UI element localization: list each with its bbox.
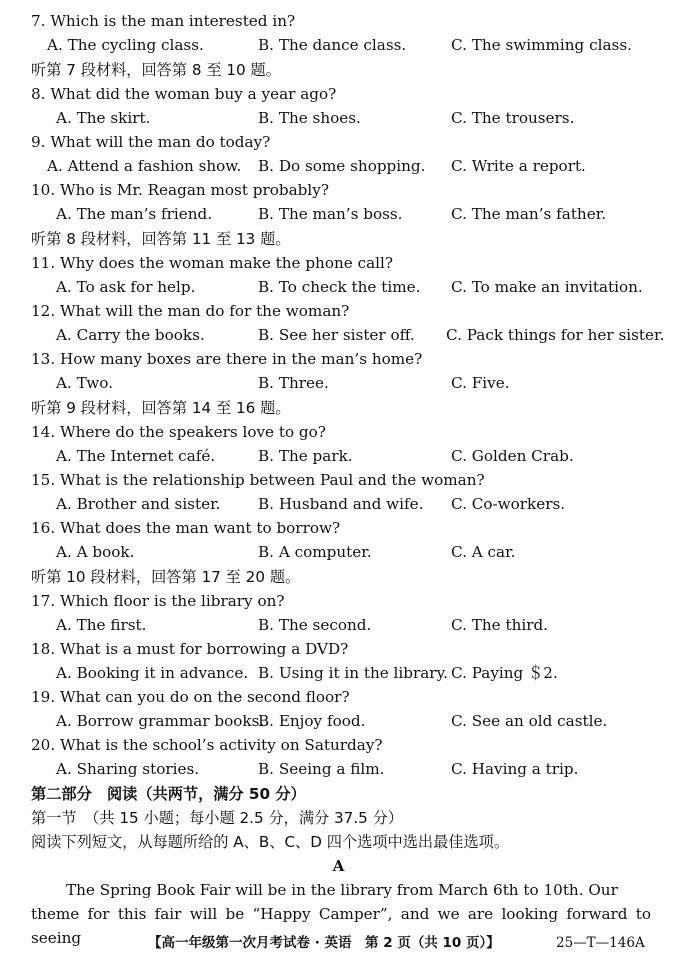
option-b: B. Seeing a film.	[258, 760, 385, 778]
options-13	[0, 371, 677, 395]
question-13	[0, 347, 677, 371]
question-12	[0, 299, 677, 323]
question-text: 18. What is a must for borrowing a DVD?	[31, 640, 349, 658]
section-header-8: 听第 8 段材料，回答第 11 至 13 题。	[31, 230, 291, 248]
option-c: C. Five.	[451, 374, 510, 392]
option-a: A. The first.	[56, 616, 147, 634]
section-header-7: 听第 7 段材料，回答第 8 至 10 题。	[31, 61, 281, 79]
section-header-9: 听第 9 段材料，回答第 14 至 16 题。	[31, 399, 291, 417]
option-c: C. To make an invitation.	[451, 278, 643, 296]
option-c: C. Having a trip.	[451, 760, 579, 778]
option-b: B. The dance class.	[258, 36, 407, 54]
options-10	[0, 202, 677, 226]
question-10	[0, 178, 677, 202]
question-text: 13. How many boxes are there in the man’s home?	[31, 350, 423, 368]
option-a: A. To ask for help.	[56, 278, 196, 296]
option-c: C. The third.	[451, 616, 549, 634]
question-7	[0, 9, 677, 33]
options-8	[0, 106, 677, 130]
options-9	[0, 154, 677, 178]
option-a: A. Two.	[56, 374, 113, 392]
question-text: 17. Which floor is the library on?	[31, 592, 285, 610]
option-a: A. Carry the books.	[56, 326, 205, 344]
option-a: A. The Internet café.	[56, 447, 216, 465]
question-17	[0, 589, 677, 613]
option-a: A. A book.	[56, 543, 135, 561]
option-b: B. Do some shopping.	[258, 157, 426, 175]
footer-title: 【高一年级第一次月考试卷 · 英语 第 2 页（共 10 页）】	[148, 935, 500, 951]
options-15	[0, 492, 677, 516]
question-9	[0, 130, 677, 154]
option-b: B. The second.	[258, 616, 372, 634]
option-b: B. The shoes.	[258, 109, 361, 127]
options-16	[0, 540, 677, 564]
question-text: 16. What does the man want to borrow?	[31, 519, 341, 537]
option-c: C. The swimming class.	[451, 36, 632, 54]
question-text: 12. What will the man do for the woman?	[31, 302, 350, 320]
question-18	[0, 637, 677, 661]
section1-title: 第一节 （共 15 小题；每小题 2.5 分，满分 37.5 分）	[31, 809, 404, 827]
page-footer	[0, 931, 677, 955]
passage-label: A	[332, 857, 345, 875]
question-19	[0, 685, 677, 709]
reading-instruction: 阅读下列短文，从每题所给的 A、B、C、D 四个选项中选出最佳选项。	[31, 833, 510, 851]
question-text: 19. What can you do on the second floor?	[31, 688, 350, 706]
option-c: C. Co-workers.	[451, 495, 566, 513]
question-15	[0, 468, 677, 492]
option-b: B. A computer.	[258, 543, 372, 561]
options-17	[0, 613, 677, 637]
option-b: B. Enjoy food.	[258, 712, 366, 730]
option-a: A. Borrow grammar books.	[56, 712, 265, 730]
option-a: A. The man’s friend.	[56, 205, 213, 223]
option-a: A. The skirt.	[56, 109, 151, 127]
question-20	[0, 733, 677, 757]
question-16	[0, 516, 677, 540]
question-text: 7. Which is the man interested in?	[31, 12, 296, 30]
options-11	[0, 275, 677, 299]
question-text: 14. Where do the speakers love to go?	[31, 423, 326, 441]
option-a: A. Attend a fashion show.	[47, 157, 242, 175]
option-b: B. The park.	[258, 447, 353, 465]
question-text: 9. What will the man do today?	[31, 133, 271, 151]
passage-line-2: theme for this fair will be “Happy Camper”, and we are looking forward to seeing	[31, 905, 651, 947]
option-c: C. Paying ＄2.	[451, 664, 558, 682]
options-12	[0, 323, 677, 347]
question-8	[0, 82, 677, 106]
question-text: 15. What is the relationship between Paul and the woman?	[31, 471, 485, 489]
option-b: B. To check the time.	[258, 278, 421, 296]
option-c: C. The trousers.	[451, 109, 575, 127]
options-19	[0, 709, 677, 733]
option-a: A. Brother and sister.	[56, 495, 221, 513]
question-14	[0, 420, 677, 444]
option-c: C. See an old castle.	[451, 712, 608, 730]
option-c: C. Golden Crab.	[451, 447, 574, 465]
part2-title: 第二部分 阅读（共两节，满分 50 分）	[31, 785, 306, 803]
option-b: B. The man’s boss.	[258, 205, 403, 223]
option-c: C. Write a report.	[451, 157, 586, 175]
option-c: C. Pack things for her sister.	[446, 326, 665, 344]
option-b: B. Three.	[258, 374, 329, 392]
option-a: A. The cycling class.	[47, 36, 204, 54]
option-c: C. A car.	[451, 543, 516, 561]
options-18	[0, 661, 677, 685]
option-a: A. Sharing stories.	[56, 760, 200, 778]
question-11	[0, 251, 677, 275]
question-text: 10. Who is Mr. Reagan most probably?	[31, 181, 329, 199]
question-text: 20. What is the school’s activity on Saturday?	[31, 736, 383, 754]
option-b: B. Using it in the library.	[258, 664, 448, 682]
section-header-10: 听第 10 段材料，回答第 17 至 20 题。	[31, 568, 301, 586]
passage-line-1: The Spring Book Fair will be in the library from March 6th to 10th. Our	[66, 881, 618, 899]
options-14	[0, 444, 677, 468]
question-text: 8. What did the woman buy a year ago?	[31, 85, 337, 103]
option-a: A. Booking it in advance.	[56, 664, 249, 682]
options-20	[0, 757, 677, 781]
option-b: B. See her sister off.	[258, 326, 415, 344]
option-b: B. Husband and wife.	[258, 495, 424, 513]
footer-code: 25—T—146A	[556, 935, 645, 951]
options-7	[0, 33, 677, 57]
question-text: 11. Why does the woman make the phone call?	[31, 254, 394, 272]
option-c: C. The man’s father.	[451, 205, 607, 223]
